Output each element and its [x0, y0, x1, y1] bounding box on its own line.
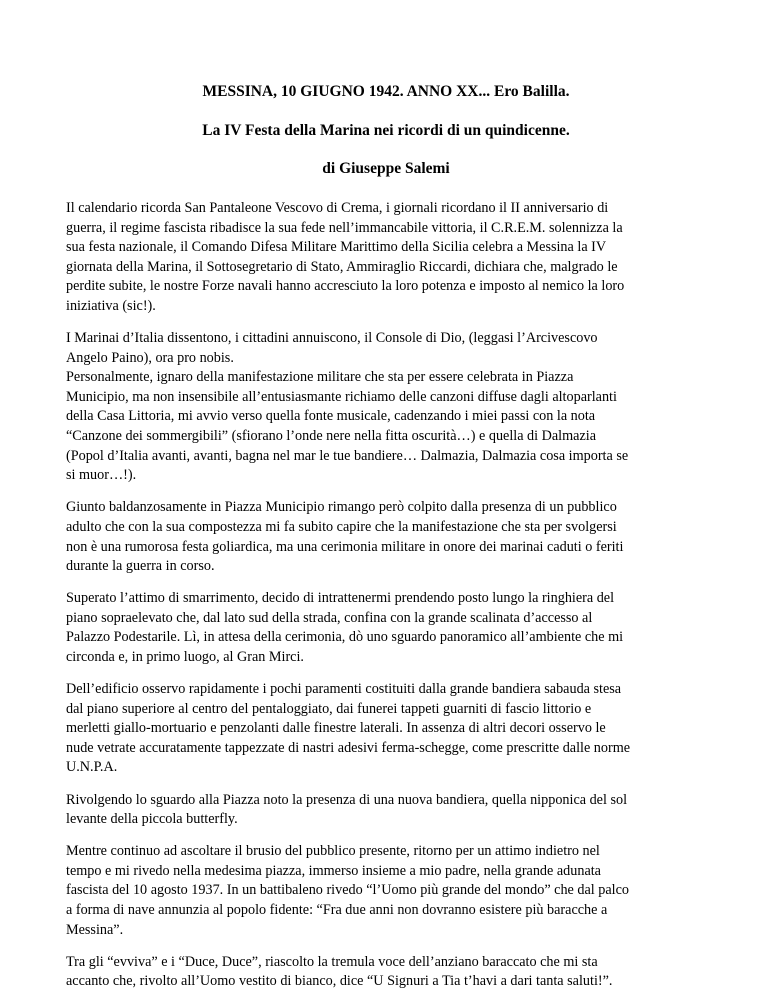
- body-paragraph: [66, 842, 706, 940]
- document-body: [66, 199, 706, 1004]
- paragraph-line: circonda e, in primo luogo, al Gran Mirci.: [66, 648, 304, 665]
- paragraph-line: accanto che, rivolto all’Uomo vestito di bianco, dice “U Signuri a Tia t’havi a dari tanta saluti!”.: [66, 973, 613, 990]
- paragraph-line: adulto che con la sua compostezza mi fa subito capire che la manifestazione che sta per svolgersi: [66, 518, 617, 535]
- body-paragraph: [66, 329, 706, 486]
- paragraph-line: U.N.P.A.: [66, 759, 118, 776]
- paragraph-line: a forma di nave annunzia al popolo fidente: “Fra due anni non dovranno esistere più baracche a: [66, 902, 608, 918]
- paragraph-line: Tra gli “evviva” e i “Duce, Duce”, riascolto la tremula voce dell’anziano baraccato che mi sta: [66, 953, 598, 970]
- paragraph-line: Dell’edificio osservo rapidamente i pochi paramenti costituiti dalla grande bandiera sabauda stesa: [66, 681, 622, 698]
- paragraph-line: Personalmente, ignaro della manifestazione militare che sta per essere celebrata in Piazza: [66, 369, 574, 386]
- paragraph-line: iniziativa (sic!).: [66, 297, 156, 314]
- paragraph-line: Municipio, ma non insensibile all’entusiasmante richiamo delle canzoni diffuse dagli altoparlanti: [66, 388, 617, 405]
- document-title: MESSINA, 10 GIUGNO 1942. ANNO XX... Ero Balilla.: [202, 83, 570, 100]
- paragraph-line: durante la guerra in corso.: [66, 558, 215, 575]
- paragraph-line: “Canzone dei sommergibili” (sfiorano l’onde nere nella fitta oscurità…) e quella di Dalmazia: [66, 428, 596, 445]
- paragraph-line: Il calendario ricorda San Pantaleone Vescovo di Crema, i giornali ricordano il II anniversario di: [66, 200, 609, 216]
- paragraph-line: nude vetrate accuratamente tappezzate di nastri adesivi ferma-schegge, come prescritte dalle norme: [66, 739, 631, 756]
- paragraph-line: tempo e mi rivedo nella medesima piazza, immerso insieme a mio padre, nella grande adunata: [66, 862, 601, 879]
- body-paragraph: [66, 199, 706, 317]
- paragraph-line: guerra, il regime fascista ribadisce la sua fede nell’immancabile vittoria, il C.R.E.M. solennizza la: [66, 219, 623, 236]
- document-author: di Giuseppe Salemi: [322, 160, 450, 177]
- paragraph-line: levante della piccola butterfly.: [66, 811, 238, 828]
- body-paragraph: [66, 791, 706, 830]
- paragraph-line: Palazzo Podestarile. Lì, in attesa della cerimonia, dò uno sguardo panoramico all’ambiente che mi: [66, 629, 624, 646]
- paragraph-line: perdite subite, le nostre Forze navali hanno accresciuto la loro potenza e imposto al nemico la loro: [66, 278, 625, 295]
- paragraph-line: si muor…!).: [66, 467, 137, 484]
- paragraph-line: Messina”.: [66, 921, 124, 938]
- body-paragraph: [66, 498, 706, 576]
- paragraph-line: fascista del 10 agosto 1937. In un battibaleno rivedo “l’Uomo più grande del mondo” che dal palco: [66, 882, 630, 899]
- paragraph-line: merletti giallo-mortuario e penzolanti dalle finestre laterali. In assenza di altri decori osservo le: [66, 720, 606, 737]
- paragraph-line: I Marinai d’Italia dissentono, i cittadini annuiscono, il Console di Dio, (leggasi l’Arcivescovo: [66, 330, 598, 347]
- paragraph-line: Giunto baldanzosamente in Piazza Municipio rimango però colpito dalla presenza di un pubblico: [66, 499, 617, 516]
- body-paragraph: [66, 953, 706, 992]
- paragraph-line: Mentre continuo ad ascoltare il brusio del pubblico presente, ritorno per un attimo indietro nel: [66, 843, 600, 860]
- document-subtitle: La IV Festa della Marina nei ricordi di un quindicenne.: [202, 122, 570, 139]
- paragraph-line: Superato l’attimo di smarrimento, decido di intrattenermi prendendo posto lungo la ringhiera del: [66, 590, 615, 607]
- paragraph-line: giornata della Marina, il Sottosegretario di Stato, Ammiraglio Riccardi, dichiara che, malgrado le: [66, 258, 618, 275]
- paragraph-line: non è una rumorosa festa goliardica, ma una cerimonia militare in onore dei marinai caduti o feriti: [66, 538, 624, 555]
- paragraph-line: (Popol d’Italia avanti, avanti, bagna nel mar le tue bandiere… Dalmazia, Dalmazia cosa importa se: [66, 447, 629, 464]
- paragraph-line: piano sopraelevato che, dal lato sud della strada, confina con la grande scalinata d’accesso al: [66, 609, 593, 626]
- body-paragraph: [66, 589, 706, 667]
- paragraph-line: sua festa nazionale, il Comando Difesa Militare Marittimo della Sicilia celebra a Messina la IV: [66, 239, 607, 256]
- body-paragraph: [66, 680, 706, 778]
- paragraph-line: della Casa Littoria, mi avvio verso quella fonte musicale, cadenzando i miei passi con la nota: [66, 408, 596, 425]
- paragraph-line: Angelo Paino), ora pro nobis.: [66, 349, 234, 366]
- paragraph-line: Rivolgendo lo sguardo alla Piazza noto la presenza di una nuova bandiera, quella nipponica del sol: [66, 791, 628, 808]
- paragraph-line: dal piano superiore al centro del pentaloggiato, dai funerei tappeti guarniti di fascio littorio e: [66, 700, 592, 717]
